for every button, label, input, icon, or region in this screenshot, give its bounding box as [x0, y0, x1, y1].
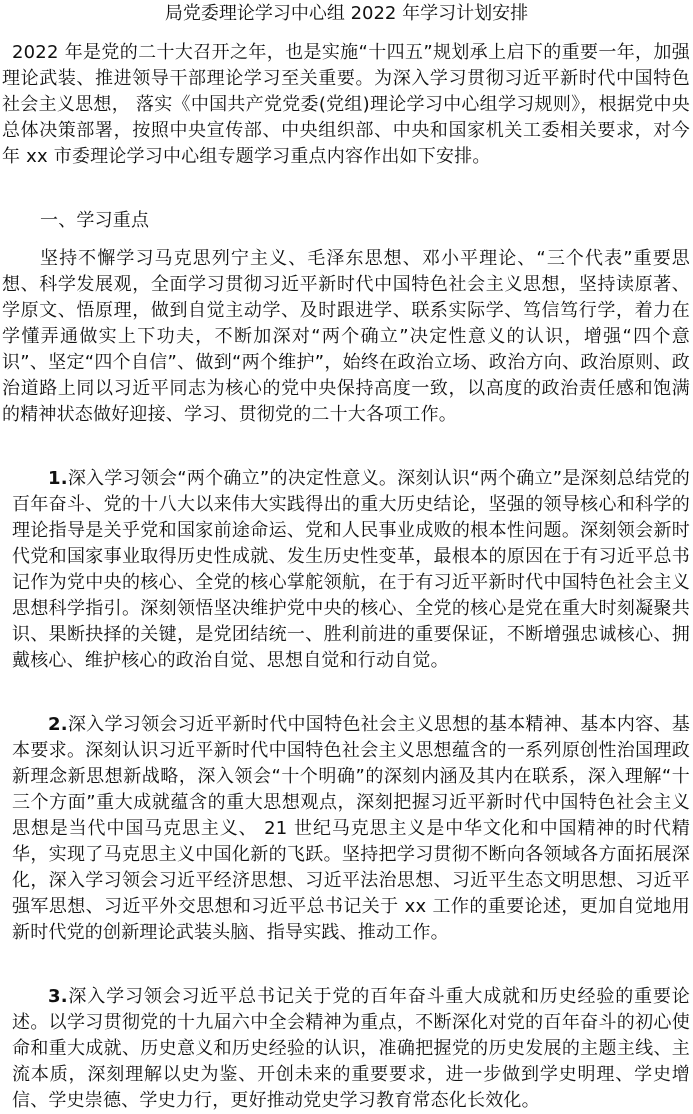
- item-text: 深入学习领会习近平新时代中国特色社会主义思想的基本精神、基本内容、基本要求。深刻认识习近平新时代中国特色社会主义思想蕴含的一系列原创性治国理政新理念新思想新战略，深入领会“十个明确”的深刻内涵及其内在联系，深入理解“十三个方面”重大成就蕴含的重大思想观点，深刻把握习近平新时代中国特色社会主义思想是当代中国马克思主义、 21 世纪马克思主义是中华文化和中国精神的时代精华，实现了马克思主义中国化新的飞跃。坚持把学习贯彻不断向各领域各方面拓展深化，深入学习领会习近平经济思想、习近平法治思想、习近平生态文明思想、习近平强军思想、习近平外交思想和习近平总书记关于 xx 工作的重要论述，更加自觉地用新时代党的创新理论武装头脑、指导实践、推动工作。: [12, 714, 690, 943]
- item-number: 2.: [48, 714, 68, 735]
- item-text: 深入学习领会习近平总书记关于党的百年奋斗重大成就和历史经验的重要论述。以学习贯彻党的十九届六中全会精神为重点，不断深化对党的百年奋斗的初心使命和重大成就、历史意义和历史经验的认识，准确把握党的历史发展的主题主线、主流本质，深刻理解以史为鉴、开创未来的重要要求，进一步做到学史明理、学史增信、学史崇德、学史力行，更好推动党史学习教育常态化长效化。: [12, 986, 690, 1111]
- item-number: 3.: [48, 986, 68, 1007]
- section-body-paragraph: 坚持不懈学习马克思列宁主义、毛泽东思想、邓小平理论、“三个代表”重要思想、科学发展观，全面学习贯彻习近平新时代中国特色社会主义思想，坚持读原著、学原文、悟原理，做到自觉主动学、及时跟进学、联系实际学、笃信笃行学，着力在学懂弄通做实上下功夫，不断加深对“两个确立”决定性意义的认识，增强“四个意识”、坚定“四个自信”、做到“两个维护”，始终在政治立场、政治方向、政治原则、政治道路上同以习近平同志为核心的党中央保持高度一致，以高度的政治责任感和饱满的精神状态做好迎接、学习、贯彻党的二十大各项工作。: [2, 248, 690, 425]
- study-item-3: [12, 984, 690, 1114]
- item-text: 深入学习领会“两个确立”的决定性意义。深刻认识“两个确立”是深刻总结党的百年奋斗、党的十八大以来伟大实践得出的重大历史结论，坚强的领导核心和科学的理论指导是关乎党和国家前途命运、党和人民事业成败的根本性问题。深刻领会新时代党和国家事业取得历史性成就、发生历史性变革，最根本的原因在于有习近平总书记作为党中央的核心、全党的核心掌舵领航，在于有习近平新时代中国特色社会主义思想科学指引。深刻领悟坚决维护党中央的核心、全党的核心是党在重大时刻凝聚共识、果断抉择的关键，是党团结统一、胜利前进的重要保证，不断增强忠诚核心、拥戴核心、维护核心的政治自觉、思想自觉和行动自觉。: [12, 468, 690, 671]
- study-item-2: [12, 712, 690, 946]
- intro-paragraph: 2022 年是党的二十大召开之年，也是实施“十四五”规划承上启下的重要一年，加强理论武装、推进领导干部理论学习至关重要。为深入学习贯彻习近平新时代中国特色社会主义思想， 落实《中国共产党党委(党组)理论学习中心组学习规则》，根据党中央总体决策部署，按照中央宣传部、中央组织部、中央和国家机关工委相关要求，对今年 xx 市委理论学习中心组专题学习重点内容作出如下安排。: [2, 42, 690, 167]
- section-heading: 一、学习重点: [40, 210, 150, 231]
- document-title: 局党委理论学习中心组 2022 年学习计划安排: [164, 3, 529, 24]
- study-item-1: [12, 466, 690, 674]
- item-number: 1.: [48, 468, 68, 489]
